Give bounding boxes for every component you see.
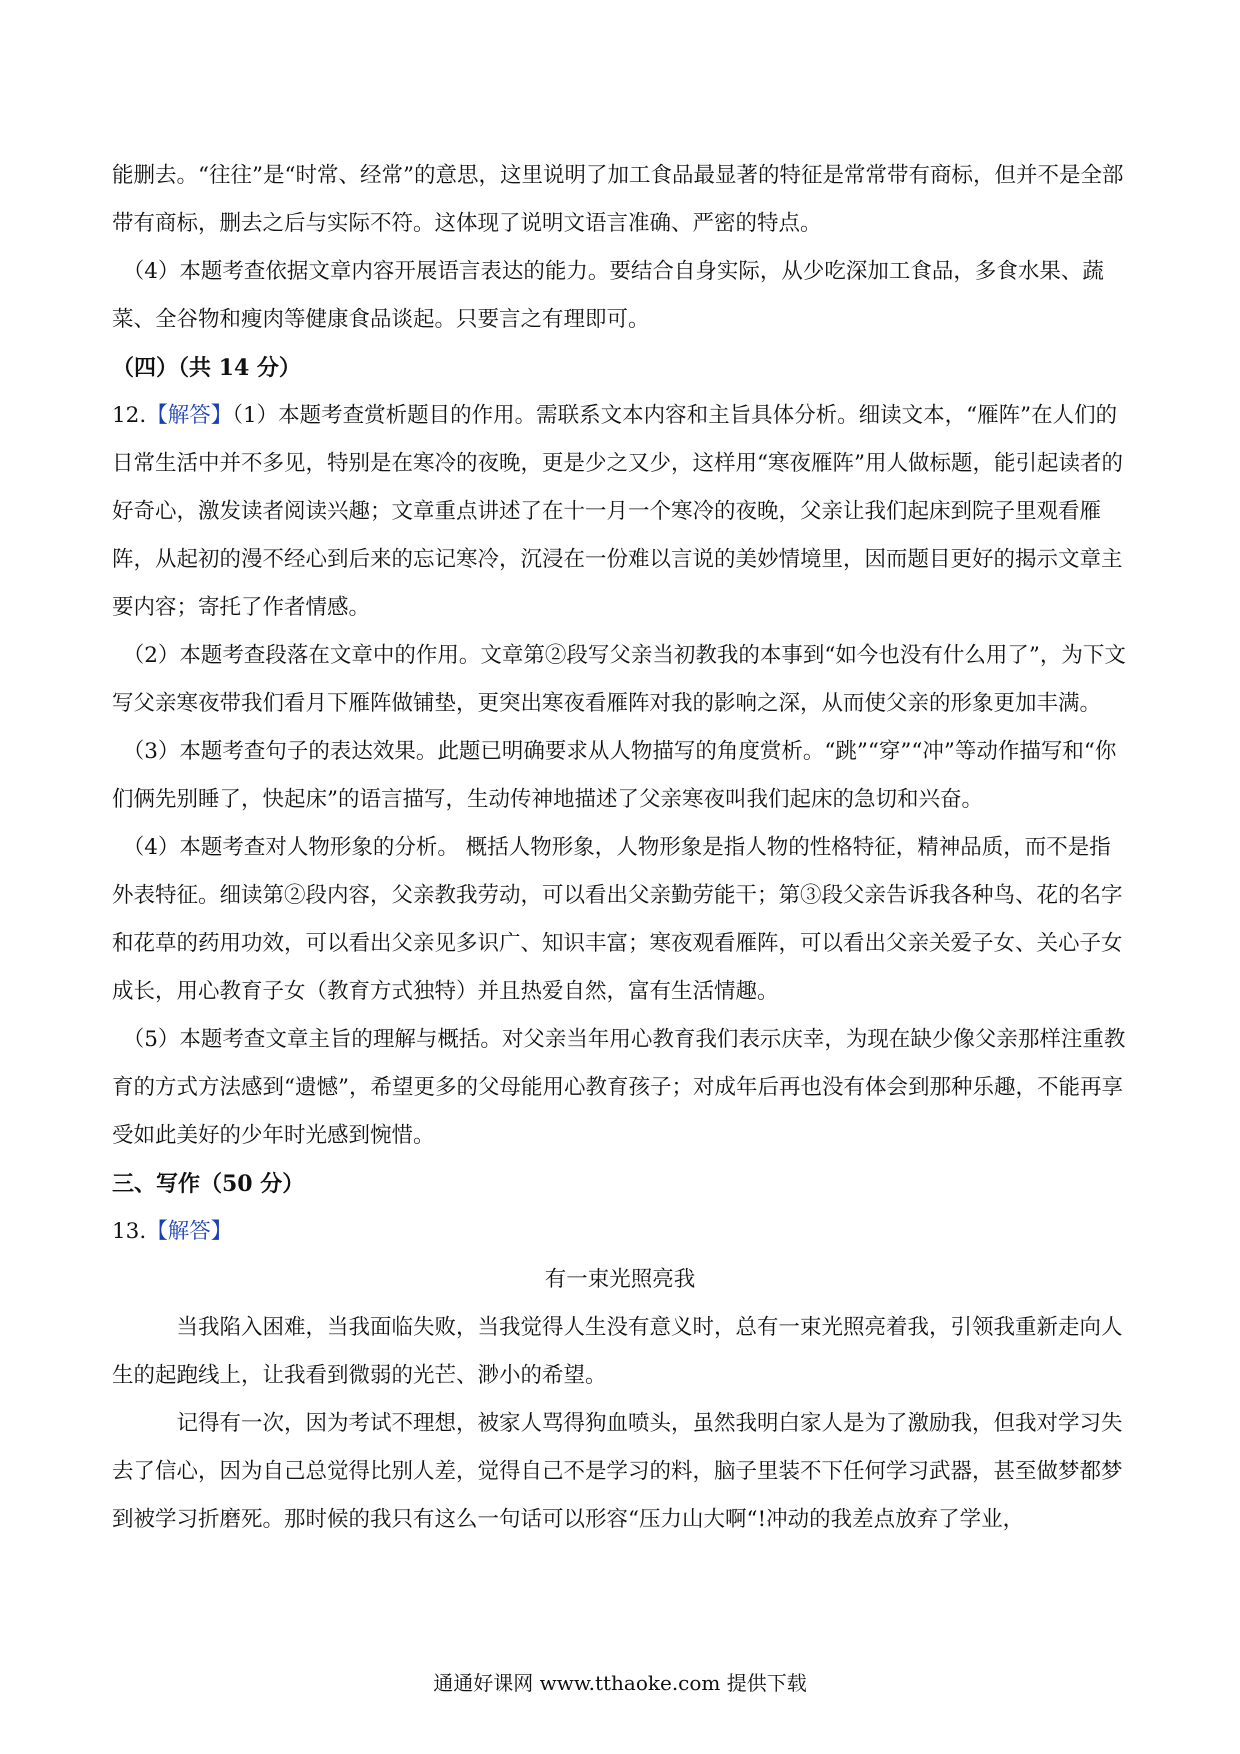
question-number: 13.: [112, 1219, 147, 1244]
paragraph-q11-part4: （4）本题考查依据文章内容开展语言表达的能力。要结合自身实际，从少吃深加工食品，多食水果、蔬菜、全谷物和瘦肉等健康食品谈起。只要言之有理即可。: [112, 259, 1104, 332]
answer-tag: 【解答】: [146, 403, 233, 428]
essay-paragraph-1: 当我陷入困难，当我面临失败，当我觉得人生没有意义时，总有一束光照亮着我，引领我重新走向人生的起跑线上，让我看到微弱的光芒、渺小的希望。: [112, 1315, 1123, 1388]
paragraph-continuation: 能删去。“往往”是“时常、经常”的意思，这里说明了加工食品最显著的特征是常常带有商标，但并不是全部带有商标，删去之后与实际不符。这体现了说明文语言准确、严密的特点。: [112, 163, 1124, 236]
section-heading-4: （四）（共 14 分）: [112, 355, 301, 381]
q12-part3: （3）本题考查句子的表达效果。此题已明确要求从人物描写的角度赏析。“跳”“穿”“冲”等动作描写和“你们俩先别睡了，快起床”的语言描写，生动传神地描述了父亲寒夜叫我们起床的急切和兴奋。: [112, 739, 1117, 812]
answer-tag: 【解答】: [146, 1219, 233, 1244]
page-footer: 通通好课网 www.tthaoke.com 提供下载: [433, 1671, 807, 1695]
question-number: 12.: [112, 403, 147, 428]
q12-part1: [112, 392, 1128, 632]
section-heading-writing: 三、写作（50 分）: [112, 1171, 305, 1197]
q13-header: [112, 1208, 1128, 1256]
q12-part5: （5）本题考查文章主旨的理解与概括。对父亲当年用心教育我们表示庆幸，为现在缺少像父亲那样注重教育的方式方法感到“遗憾”，希望更多的父母能用心教育孩子；对成年后再也没有体会到那种乐趣，不能再享受如此美好的少年时光感到惋惜。: [112, 1027, 1126, 1148]
page-content: [112, 152, 1128, 1544]
essay-paragraph-2: 记得有一次，因为考试不理想，被家人骂得狗血喷头，虽然我明白家人是为了激励我，但我对学习失去了信心，因为自己总觉得比别人差，觉得自己不是学习的料，脑子里装不下任何学习武器，甚至做梦都梦到被学习折磨死。那时候的我只有这么一句话可以形容“压力山大啊“!冲动的我差点放弃了学业，: [112, 1411, 1123, 1532]
q12-part2: （2）本题考查段落在文章中的作用。文章第②段写父亲当初教我的本事到“如今也没有什么用了”，为下文写父亲寒夜带我们看月下雁阵做铺垫，更突出寒夜看雁阵对我的影响之深，从而使父亲的形象更加丰满。: [112, 643, 1126, 716]
essay-title: 有一束光照亮我: [544, 1267, 696, 1292]
q12-part4: （4）本题考查对人物形象的分析。 概括人物形象，人物形象是指人物的性格特征，精神品质，而不是指外表特征。细读第②段内容，父亲教我劳动，可以看出父亲勤劳能干；第③段父亲告诉我各种鸟、花的名字和花草的药用功效，可以看出父亲见多识广、知识丰富；寒夜观看雁阵，可以看出父亲关爱子女、关心子女成长，用心教育子女（教育方式独特）并且热爱自然，富有生活情趣。: [112, 835, 1123, 1004]
q12-part1-text: （1）本题考查赏析题目的作用。需联系文本内容和主旨具体分析。细读文本，“雁阵”在人们的日常生活中并不多见，特别是在寒冷的夜晚，更是少之又少，这样用“寒夜雁阵”用人做标题，能引起读者的好奇心，激发读者阅读兴趣；文章重点讲述了在十一月一个寒冷的夜晚，父亲让我们起床到院子里观看雁阵，从起初的漫不经心到后来的忘记寒冷，沉浸在一份难以言说的美妙情境里，因而题目更好的揭示文章主要内容；寄托了作者情感。: [112, 403, 1123, 620]
